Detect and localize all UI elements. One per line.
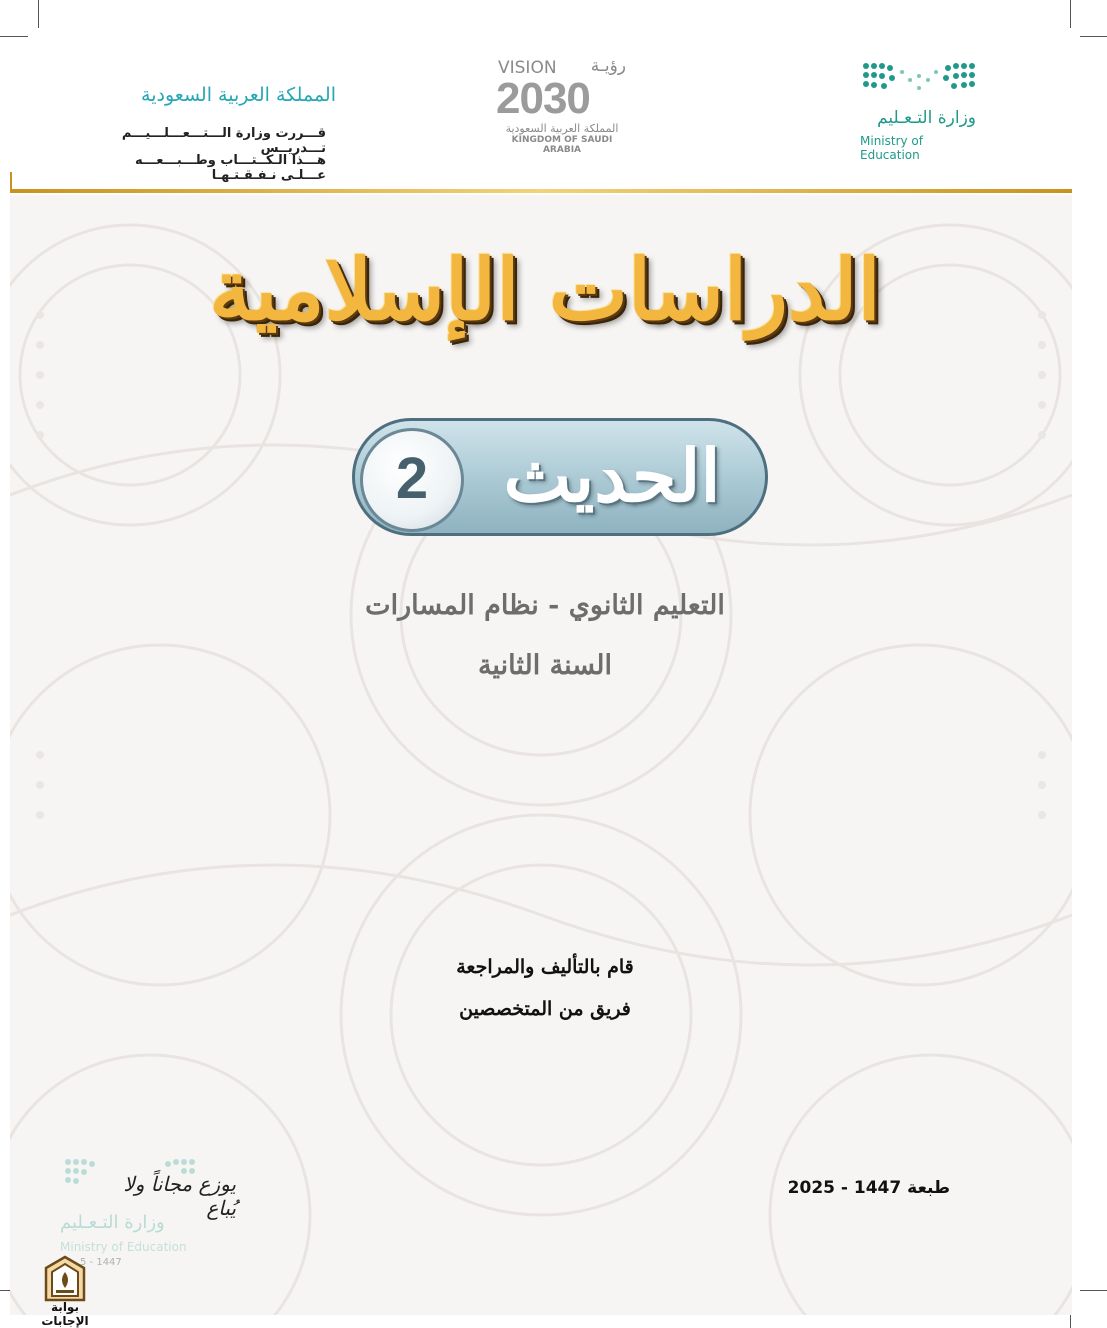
ornament-pattern	[10, 195, 1072, 1315]
vision-kingdom-ar: المملكة العربية السعودية	[505, 122, 619, 135]
ministry-note-line2: هـــذا الـكــتـــاب وطـــبـــعـــه عـــلـى نـفـقـتـهـا	[134, 153, 326, 183]
ministry-logo	[858, 58, 980, 162]
education-stage: التعليم الثانوي - نظام المسارات	[365, 590, 725, 621]
footer-ministry-name-en: Ministry of Education	[60, 1240, 187, 1254]
kingdom-name: المملكة العربية السعودية	[141, 84, 336, 106]
ministry-name-en: Ministry of Education	[860, 134, 923, 162]
subject-name: الحديث	[503, 433, 721, 518]
book-title: الدراسات الإسلامية	[209, 240, 881, 339]
portal-name: بوابة الإجابات	[41, 1300, 89, 1328]
crop-mark	[1080, 36, 1107, 37]
ministry-note-line1: قـــررت وزارة الـــتـــعـــلـــيـــم تـــدريــس	[121, 126, 326, 156]
vision-label-en: VISION	[498, 58, 557, 78]
study-year: السنة الثانية	[477, 650, 613, 681]
header-divider-corner	[10, 172, 12, 192]
crop-mark	[38, 0, 39, 28]
authors-line2: فريق من المتخصصين	[459, 998, 631, 1020]
cover-background	[10, 195, 1072, 1315]
footer-year-fragment: 5 - 1447	[80, 1257, 122, 1268]
header-divider	[10, 189, 1072, 193]
crop-mark	[1080, 1290, 1107, 1291]
ministry-dots-icon	[858, 58, 980, 102]
vision-kingdom-en: KINGDOM OF SAUDI ARABIA	[511, 135, 613, 155]
authors-line1: قام بالتأليف والمراجعة	[456, 956, 634, 978]
portal-logo-icon	[40, 1254, 90, 1304]
crop-mark	[1070, 0, 1071, 28]
ministry-name-ar: وزارة التـعـليم	[877, 108, 976, 128]
crop-mark	[0, 36, 28, 37]
vision-year: 2030	[496, 74, 590, 123]
subject-number: 2	[360, 428, 464, 532]
vision-2030-logo	[492, 56, 632, 155]
footer-ministry-name-ar: وزارة التـعـليم	[60, 1212, 165, 1233]
free-distribution-stamp: يوزع مجاناً ولا يُباع	[123, 1172, 236, 1220]
vision-label-ar: رؤيـة	[590, 56, 626, 76]
edition: طبعة 1447 - 2025	[787, 1178, 950, 1198]
